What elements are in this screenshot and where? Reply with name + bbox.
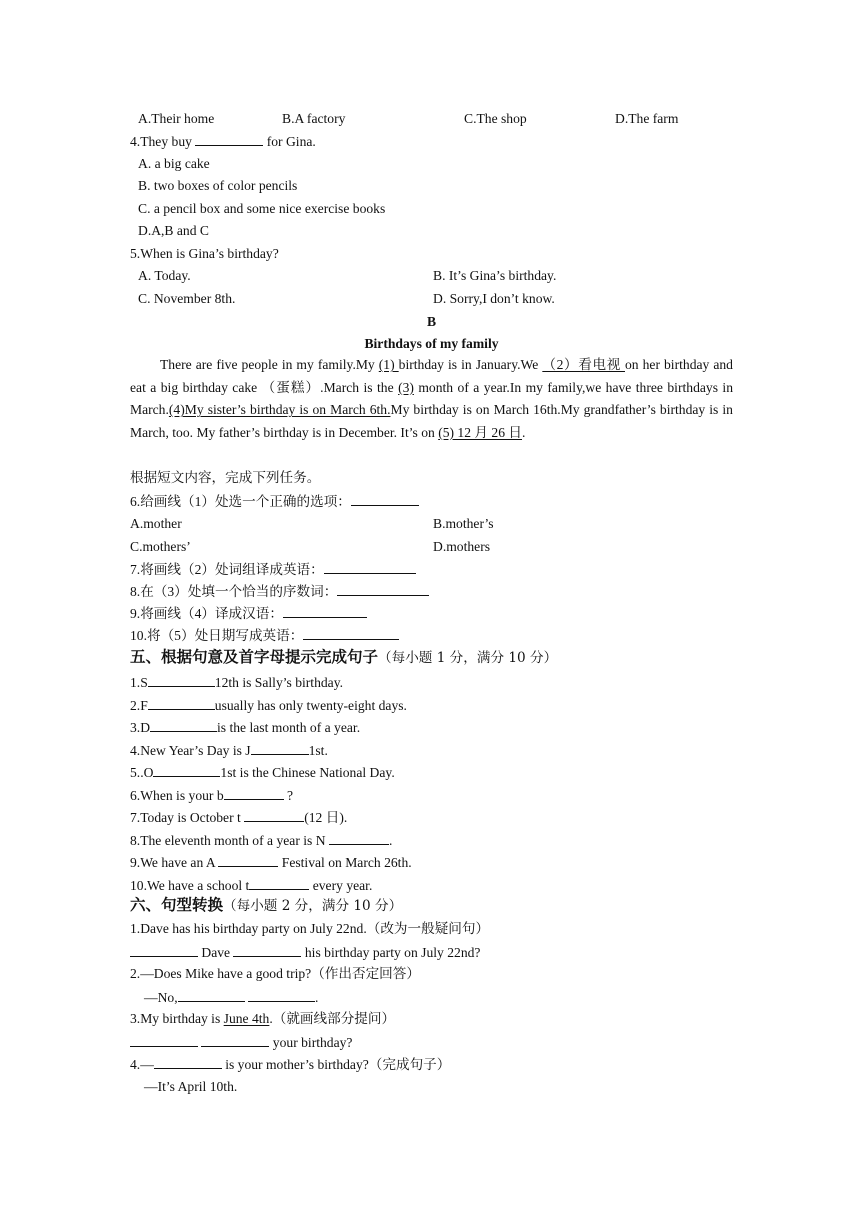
answer-blank[interactable] — [329, 831, 389, 845]
q3-option-c: C.The shop — [464, 111, 527, 126]
question-10: 10.将（5）处日期写成英语： — [130, 626, 399, 645]
q3-option-b: B.A factory — [282, 111, 346, 126]
q4-option-c: C. a pencil box and some nice exercise books — [138, 201, 386, 216]
answer-blank[interactable] — [233, 943, 301, 957]
answer-blank[interactable] — [251, 741, 309, 755]
q6-option-d: D.mothers — [433, 539, 491, 554]
answer-blank[interactable] — [224, 786, 284, 800]
q3-option-d: D.The farm — [615, 111, 679, 126]
answer-blank[interactable] — [178, 988, 245, 1002]
answer-blank[interactable] — [324, 560, 416, 574]
q5-option-c: C. November 8th. — [138, 291, 236, 306]
s5-item-1: 1.S 12th is Sally’s birthday. — [130, 675, 344, 690]
s6-question-3: 3.My birthday is June 4th.（就画线部分提问） — [130, 1011, 396, 1026]
answer-blank[interactable] — [195, 132, 263, 146]
s6-question-1: 1.Dave has his birthday party on July 22nd.（改为一般疑问句） — [130, 921, 490, 936]
q5-option-b: B. It’s Gina’s birthday. — [433, 268, 557, 283]
s5-item-3: 3.D is the last month of a year. — [130, 720, 361, 735]
s5-item-6: 6.When is your b ? — [130, 788, 294, 803]
q5-option-d: D. Sorry,I don’t know. — [433, 291, 555, 306]
s5-item-4: 4.New Year’s Day is J 1st. — [130, 743, 328, 758]
answer-blank[interactable] — [153, 763, 220, 777]
s6-answer-2: —No, . — [144, 990, 319, 1005]
q6-option-a: A.mother — [130, 516, 182, 531]
section-5-heading: 五、根据句意及首字母提示完成句子（每小题 1 分，满分 10 分） — [130, 648, 558, 666]
answer-blank[interactable] — [201, 1033, 269, 1047]
answer-blank[interactable] — [283, 604, 367, 618]
answer-blank[interactable] — [218, 853, 278, 867]
q4-option-d: D.A,B and C — [138, 223, 209, 238]
section-6-heading: 六、句型转换（每小题 2 分，满分 10 分） — [130, 896, 403, 914]
s5-item-9: 9.We have an A Festival on March 26th. — [130, 855, 412, 870]
question-8: 8.在（3）处填一个恰当的序数词： — [130, 582, 429, 601]
answer-blank[interactable] — [248, 988, 315, 1002]
q6-option-c: C.mothers’ — [130, 539, 191, 554]
q4-option-a: A. a big cake — [138, 156, 210, 171]
s6-answer-1: Dave his birthday party on July 22nd? — [130, 943, 480, 962]
s5-item-10: 10.We have a school t every year. — [130, 878, 373, 893]
q6-option-b: B.mother’s — [433, 516, 494, 531]
answer-blank[interactable] — [351, 492, 419, 506]
q5-question: 5.When is Gina’s birthday? — [130, 246, 279, 261]
answer-blank[interactable] — [148, 696, 215, 710]
answer-blank[interactable] — [303, 626, 399, 640]
s5-item-8: 8.The eleventh month of a year is N . — [130, 833, 393, 848]
answer-blank[interactable] — [244, 808, 304, 822]
q5-option-a: A. Today. — [138, 268, 191, 283]
s6-answer-3: your birthday? — [130, 1033, 352, 1052]
answer-blank[interactable] — [130, 943, 198, 957]
s6-answer-4: —It’s April 10th. — [144, 1079, 238, 1094]
answer-blank[interactable] — [130, 1033, 198, 1047]
question-6: 6.给画线（1）处选一个正确的选项： — [130, 492, 419, 511]
s5-item-5: 5..O 1st is the Chinese National Day. — [130, 765, 395, 780]
answer-blank[interactable] — [148, 673, 215, 687]
answer-blank[interactable] — [249, 876, 309, 890]
section-b-title: Birthdays of my family — [364, 336, 499, 351]
question-7: 7.将画线（2）处词组译成英语： — [130, 560, 416, 579]
answer-blank[interactable] — [337, 582, 429, 596]
answer-blank[interactable] — [154, 1055, 222, 1069]
s5-item-7: 7.Today is October t (12 日). — [130, 810, 348, 825]
reading-instruction: 根据短文内容，完成下列任务。 — [130, 470, 321, 485]
s6-question-4: 4.— is your mother’s birthday?（完成句子） — [130, 1057, 451, 1072]
s5-item-2: 2.F usually has only twenty-eight days. — [130, 698, 407, 713]
q3-option-a: A.Their home — [138, 111, 215, 126]
s6-question-2: 2.—Does Mike have a good trip?（作出否定回答） — [130, 966, 420, 981]
q4-option-b: B. two boxes of color pencils — [138, 178, 298, 193]
question-9: 9.将画线（4）译成汉语： — [130, 604, 367, 623]
reading-passage: There are five people in my family.My (1) birthday is in January.We （2）看电视 on her birthday and eat a big birthday cake （蛋糕）.March is the (3) month of a year.In my family,we have three birthdays in March.(4)My sister’s birthday is on March 6th.My birthday is on March 16th.My grandfather’s birthday is in March, too. My father’s birthday is in December. It’s on (5) 12 月 26 日. — [130, 357, 733, 440]
answer-blank[interactable] — [150, 718, 217, 732]
q4-question: 4.They buy for Gina. — [130, 134, 316, 149]
section-b-letter: B — [426, 314, 437, 329]
